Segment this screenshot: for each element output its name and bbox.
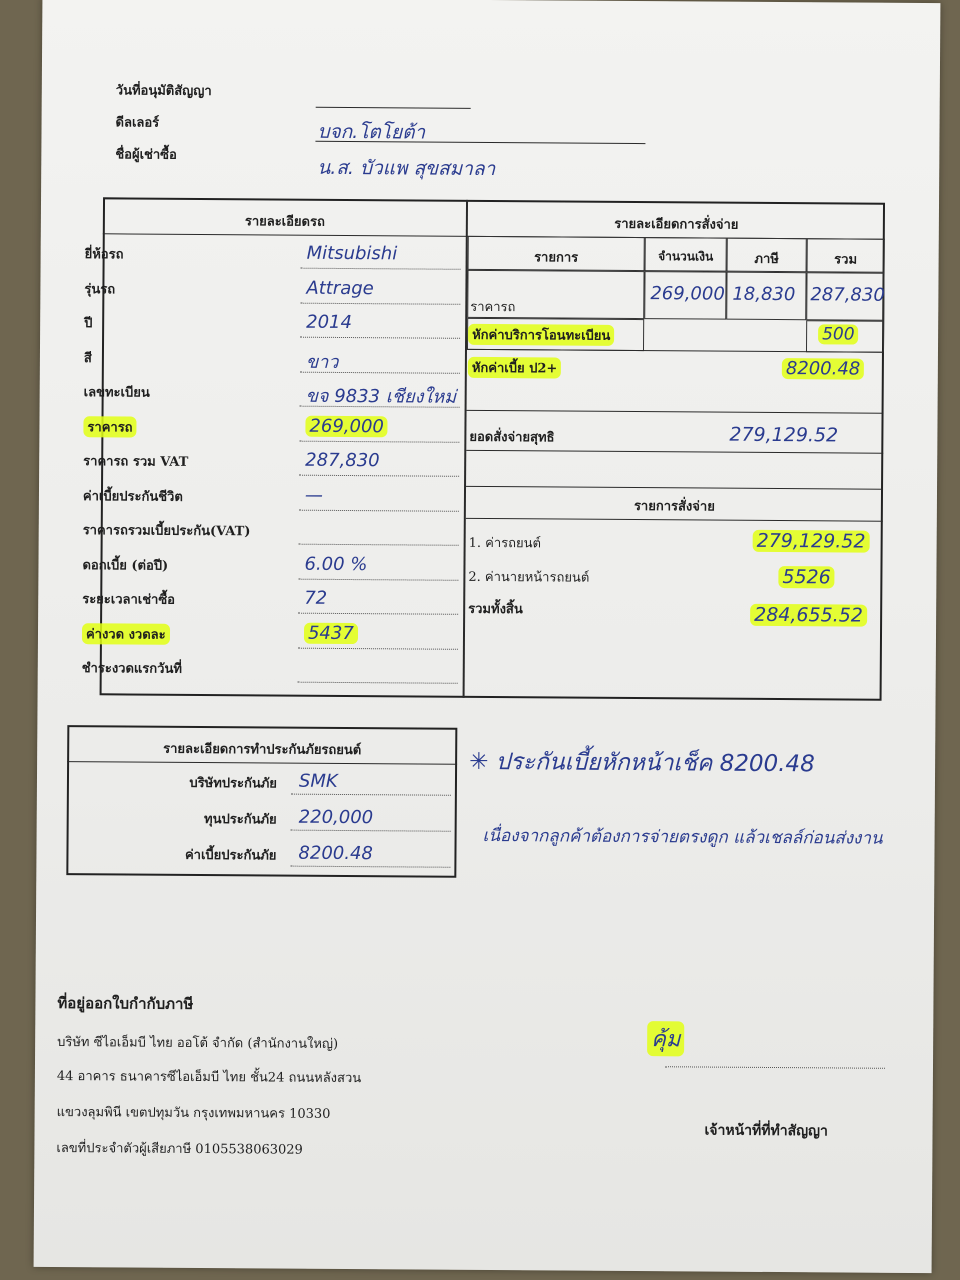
vehicle-row-label: ราคารถ รวม VAT <box>83 454 189 470</box>
insurance-row-label: บริษัทประกันภัย <box>189 775 278 792</box>
officer-signature: คุ้ม <box>647 1021 684 1056</box>
payment-section-title: รายละเอียดการสั่งจ่าย <box>614 216 739 233</box>
lessee-name-label: ชื่อผู้เช่าซื้อ <box>115 147 177 163</box>
insurance-row-label: ค่าเบี้ยประกันภัย <box>184 847 277 864</box>
officer-label: เจ้าหน้าที่ที่ทำสัญญา <box>704 1122 828 1140</box>
grand-total-value: 284,655.52 <box>750 604 867 627</box>
col-header-item-label: รายการ <box>534 250 579 266</box>
car-price-total: 287,830 <box>810 284 885 306</box>
vehicle-row-label: ปี <box>84 316 93 332</box>
col-header-tax-label: ภาษี <box>754 251 779 268</box>
approval-date-underline <box>316 107 471 109</box>
note-line-1: ✳ ประกันเบี้ยหักหน้าเช็ค 8200.48 <box>469 748 815 778</box>
vehicle-row-value: Attrage <box>306 277 374 299</box>
vehicle-row-label: ค่าเบี้ยประกันชีวิต <box>82 488 183 505</box>
payout-section-title: รายการสั่งจ่าย <box>633 499 715 515</box>
vehicle-row-value: 6.00 % <box>304 553 368 575</box>
car-price-label: ราคารถ <box>470 299 516 316</box>
vehicle-row-label: ชำระงวดแรกวันที่ <box>81 661 182 677</box>
insurance-deduct-label: หักค่าเบี้ย ป2+ <box>468 357 562 379</box>
car-price-amount: 269,000 <box>650 283 725 305</box>
transfer-fee-total: 500 <box>818 324 859 344</box>
vehicle-row-value: Mitsubishi <box>306 242 398 265</box>
vehicle-row-label: ราคารถ <box>83 416 136 437</box>
payout-item-commission-value: 5526 <box>778 566 835 588</box>
vehicle-section-title: รายละเอียดรถ <box>244 214 325 230</box>
vehicle-row-value: ขาว <box>305 351 339 373</box>
net-payment-label: ยอดสั่งจ่ายสุทธิ <box>469 429 555 446</box>
approval-date-label: วันที่อนุมัติสัญญา <box>115 83 212 100</box>
document-page <box>34 0 941 1273</box>
vehicle-row-value: 5437 <box>304 622 358 643</box>
insurance-row-value: 220,000 <box>298 806 374 829</box>
insurance-row-value: 8200.48 <box>298 842 373 865</box>
car-price-tax: 18,830 <box>732 283 796 306</box>
vehicle-row-label: รุ่นรถ <box>84 281 116 297</box>
address-line-2: แขวงลุมพินี เขตปทุมวัน กรุงเทพมหานคร 10330 <box>56 1105 331 1122</box>
vehicle-row-label: เลขทะเบียน <box>83 385 150 401</box>
insurance-section-title: รายละเอียดการทำประกันภัยรถยนต์ <box>163 741 362 759</box>
vehicle-row-label: ระยะเวลาเช่าซื้อ <box>82 592 176 608</box>
dealer-value: บจก.โตโยต้า <box>317 120 426 144</box>
vehicle-row-value: ขจ 9833 เชียงใหม่ <box>305 385 457 408</box>
note-line-2: เนื่องจากลูกค้าต้องการจ่ายตรงดูก แล้วเชลล์ก่อนส่งงาน <box>482 825 883 849</box>
col-header-total-label: รวม <box>834 252 858 268</box>
signature-line <box>665 1065 885 1069</box>
vehicle-row-value: 2014 <box>306 311 353 334</box>
net-payment-value: 279,129.52 <box>729 423 839 447</box>
company-name: บริษัท ซีไอเอ็มบี ไทย ออโต้ จำกัด (สำนักงานใหญ่) <box>57 1035 339 1052</box>
insurance-row-label: ทุนประกันภัย <box>204 812 277 828</box>
insurance-deduct-total: 8200.48 <box>782 358 865 380</box>
vehicle-row-value: — <box>304 484 324 506</box>
tax-id: เลขที่ประจำตัวผู้เสียภาษี 0105538063029 <box>56 1141 303 1158</box>
payout-item-car-label: 1. ค่ารถยนต์ <box>468 535 542 552</box>
col-header-amount-label: จำนวนเงิน <box>658 249 714 264</box>
tax-invoice-title: ที่อยู่ออกใบกำกับภาษี <box>57 994 194 1013</box>
vehicle-row-value: 72 <box>304 587 328 609</box>
address-line-1: 44 อาคาร ธนาคารซีไอเอ็มบี ไทย ชั้น24 ถนนหลังสวน <box>56 1069 362 1087</box>
vehicle-row-label: ยี่ห้อรถ <box>84 247 124 263</box>
transfer-fee-label: หักค่าบริการโอนทะเบียน <box>468 324 614 346</box>
vehicle-row-label: ค่างวด งวดละ <box>82 623 170 645</box>
vehicle-row-label: ราคารถรวมเบี้ยประกัน(VAT) <box>82 523 251 540</box>
dealer-label: ดีลเลอร์ <box>115 115 160 131</box>
vehicle-row-label: สี <box>83 350 92 366</box>
vehicle-row-label: ดอกเบี้ย (ต่อปี) <box>82 557 169 574</box>
insurance-row-value: SMK <box>298 770 338 792</box>
vehicle-row-value: 269,000 <box>305 415 388 437</box>
payout-item-car-value: 279,129.52 <box>753 530 870 553</box>
grand-total-label: รวมทั้งสิ้น <box>468 601 523 618</box>
vehicle-row-value: 287,830 <box>305 449 380 472</box>
lessee-value: น.ส. บัวแพ สุขสมาลา <box>317 156 496 181</box>
payout-item-commission-label: 2. ค่านายหน้ารถยนต์ <box>468 569 590 586</box>
